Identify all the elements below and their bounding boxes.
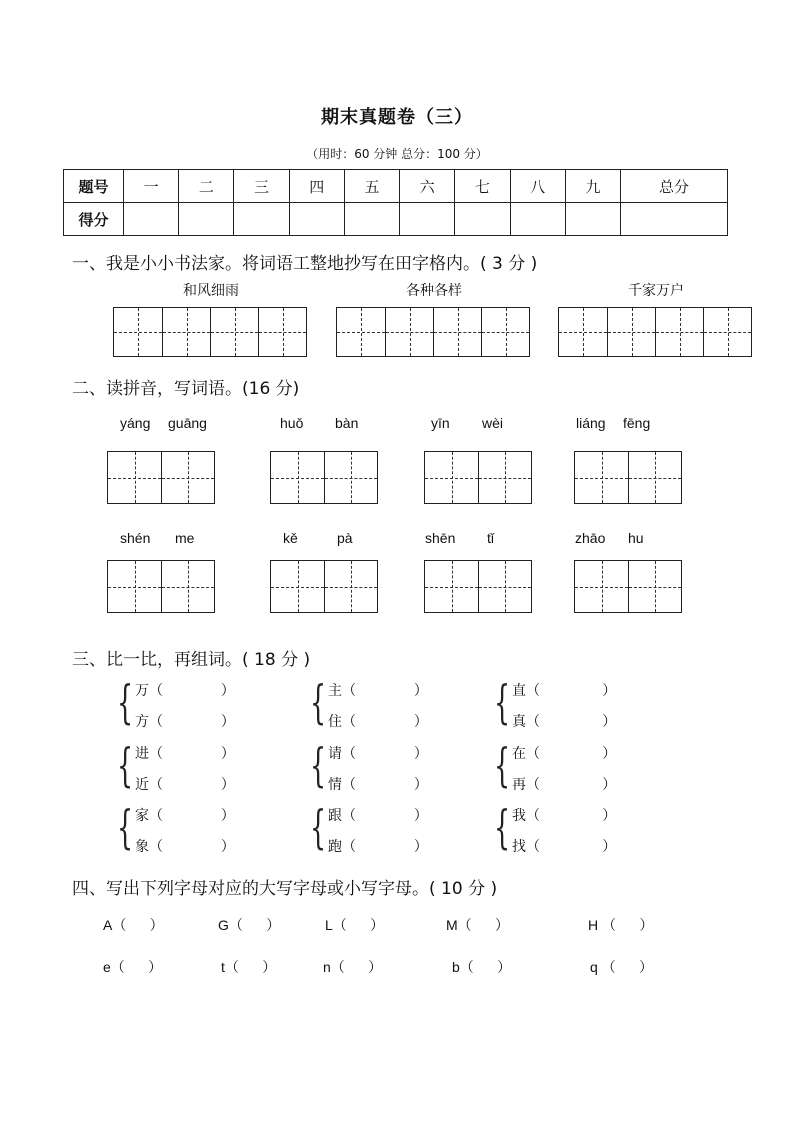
- pinyin: guāng: [168, 415, 207, 431]
- compare-item[interactable]: 近（ ）: [135, 777, 235, 793]
- compare-item[interactable]: 请（ ）: [328, 746, 428, 762]
- score-input-cell[interactable]: [234, 203, 289, 236]
- compare-item[interactable]: 象（ ）: [135, 839, 235, 855]
- compare-item[interactable]: 进（ ）: [135, 746, 235, 762]
- table-cell: 八: [510, 170, 565, 203]
- writing-grid[interactable]: [574, 560, 682, 613]
- brace-icon: {: [494, 675, 511, 729]
- letter-item[interactable]: G（ ）: [218, 917, 281, 933]
- section-2-heading: 二、读拼音，写词语。(16 分): [72, 379, 300, 399]
- compare-item[interactable]: 跑（ ）: [328, 839, 428, 855]
- writing-grid[interactable]: [113, 307, 307, 357]
- score-input-cell[interactable]: [565, 203, 620, 236]
- score-input-cell[interactable]: [179, 203, 234, 236]
- letter: q: [590, 959, 598, 975]
- table-cell: 得分: [64, 203, 124, 236]
- score-table-header-row: [64, 170, 728, 203]
- score-input-cell[interactable]: [510, 203, 565, 236]
- compare-item[interactable]: 在（ ）: [512, 746, 617, 762]
- pinyin: kě: [283, 530, 298, 546]
- brace-icon: {: [117, 675, 134, 729]
- table-cell: 五: [344, 170, 399, 203]
- pinyin: me: [175, 530, 195, 546]
- letter: G: [218, 917, 229, 933]
- compare-item[interactable]: 再（ ）: [512, 777, 617, 793]
- compare-item[interactable]: 情（ ）: [328, 777, 428, 793]
- table-cell: 题号: [64, 170, 124, 203]
- pinyin: bàn: [335, 415, 359, 431]
- pinyin: fēng: [623, 415, 651, 431]
- pinyin: shēn: [425, 530, 456, 546]
- writing-grid[interactable]: [424, 451, 532, 504]
- compare-item[interactable]: 跟（ ）: [328, 808, 428, 824]
- compare-char: 请: [328, 746, 342, 762]
- score-input-cell[interactable]: [400, 203, 455, 236]
- writing-grid[interactable]: [107, 560, 215, 613]
- brace-icon: {: [310, 800, 327, 854]
- compare-char: 再: [512, 777, 526, 793]
- brace-icon: {: [494, 800, 511, 854]
- table-cell: 总分: [620, 170, 727, 203]
- compare-char: 跟: [328, 808, 342, 824]
- pinyin: liáng: [576, 415, 606, 431]
- table-cell: 一: [124, 170, 179, 203]
- table-cell: 七: [455, 170, 510, 203]
- letter: A: [103, 917, 113, 933]
- letter-item[interactable]: M（ ）: [446, 917, 510, 933]
- compare-item[interactable]: 万（ ）: [135, 683, 235, 699]
- copy-word-label: 各种各样: [406, 283, 462, 299]
- score-input-cell[interactable]: [124, 203, 179, 236]
- letter-item[interactable]: L（ ）: [325, 917, 385, 933]
- section-3-heading: 三、比一比，再组词。( 18 分 ): [72, 650, 311, 670]
- pinyin: hu: [628, 530, 644, 546]
- writing-grid[interactable]: [107, 451, 215, 504]
- brace-icon: {: [310, 675, 327, 729]
- compare-char: 跑: [328, 839, 342, 855]
- letter: M: [446, 917, 458, 933]
- pinyin: yáng: [120, 415, 151, 431]
- compare-char: 我: [512, 808, 526, 824]
- compare-char: 找: [512, 839, 526, 855]
- compare-item[interactable]: 住（ ）: [328, 714, 428, 730]
- score-input-cell[interactable]: [344, 203, 399, 236]
- letter-item[interactable]: t（ ）: [221, 959, 277, 975]
- score-input-cell[interactable]: [620, 203, 727, 236]
- pinyin: huǒ: [280, 415, 304, 431]
- page-title: 期末真题卷（三）: [321, 107, 473, 128]
- letter: t: [221, 959, 225, 975]
- compare-item[interactable]: 方（ ）: [135, 714, 235, 730]
- table-cell: 二: [179, 170, 234, 203]
- writing-grid[interactable]: [424, 560, 532, 613]
- compare-char: 进: [135, 746, 149, 762]
- score-table-score-row: [64, 203, 728, 236]
- brace-icon: {: [310, 738, 327, 792]
- score-input-cell[interactable]: [455, 203, 510, 236]
- score-table: [63, 169, 728, 236]
- copy-word-label: 千家万户: [628, 283, 684, 299]
- section-1-heading: 一、我是小小书法家。将词语工整地抄写在田字格内。( 3 分 ): [72, 254, 538, 274]
- compare-item[interactable]: 真（ ）: [512, 714, 617, 730]
- exam-time-and-score: （用时：60 分钟 总分：100 分）: [306, 147, 488, 161]
- letter-item[interactable]: n（ ）: [323, 959, 383, 975]
- compare-item[interactable]: 主（ ）: [328, 683, 428, 699]
- compare-item[interactable]: 找（ ）: [512, 839, 617, 855]
- pinyin: wèi: [482, 415, 504, 431]
- writing-grid[interactable]: [558, 307, 752, 357]
- brace-icon: {: [117, 800, 134, 854]
- letter-item[interactable]: q （ ）: [590, 959, 654, 975]
- pinyin: yīn: [431, 415, 450, 431]
- letter-item[interactable]: A（ ）: [103, 917, 164, 933]
- writing-grid[interactable]: [270, 560, 378, 613]
- brace-icon: {: [117, 738, 134, 792]
- letter-item[interactable]: H （ ）: [588, 917, 654, 933]
- letter: b: [452, 959, 460, 975]
- compare-char: 家: [135, 808, 149, 824]
- pinyin: pà: [337, 530, 353, 546]
- writing-grid[interactable]: [270, 451, 378, 504]
- compare-char: 象: [135, 839, 149, 855]
- copy-word-label: 和风细雨: [183, 283, 239, 299]
- brace-icon: {: [494, 738, 511, 792]
- compare-char: 万: [135, 683, 149, 699]
- letter: n: [323, 959, 331, 975]
- letter-item[interactable]: e（ ）: [103, 959, 163, 975]
- pinyin: zhāo: [575, 530, 606, 546]
- pinyin: shén: [120, 530, 151, 546]
- compare-char: 方: [135, 714, 149, 730]
- letter: H: [588, 917, 599, 933]
- writing-grid[interactable]: [574, 451, 682, 504]
- pinyin: tǐ: [487, 530, 494, 546]
- compare-char: 真: [512, 714, 526, 730]
- letter: e: [103, 959, 111, 975]
- compare-char: 在: [512, 746, 526, 762]
- writing-grid[interactable]: [336, 307, 530, 357]
- table-cell: 六: [400, 170, 455, 203]
- letter-item[interactable]: b（ ）: [452, 959, 512, 975]
- compare-char: 主: [328, 683, 342, 699]
- table-cell: 三: [234, 170, 289, 203]
- table-cell: 四: [289, 170, 344, 203]
- compare-item[interactable]: 我（ ）: [512, 808, 617, 824]
- compare-char: 情: [328, 777, 342, 793]
- compare-char: 近: [135, 777, 149, 793]
- compare-char: 住: [328, 714, 342, 730]
- letter: L: [325, 917, 333, 933]
- compare-item[interactable]: 家（ ）: [135, 808, 235, 824]
- compare-item[interactable]: 直（ ）: [512, 683, 617, 699]
- section-4-heading: 四、写出下列字母对应的大写字母或小写字母。( 10 分 ): [72, 879, 498, 899]
- compare-char: 直: [512, 683, 526, 699]
- score-input-cell[interactable]: [289, 203, 344, 236]
- table-cell: 九: [565, 170, 620, 203]
